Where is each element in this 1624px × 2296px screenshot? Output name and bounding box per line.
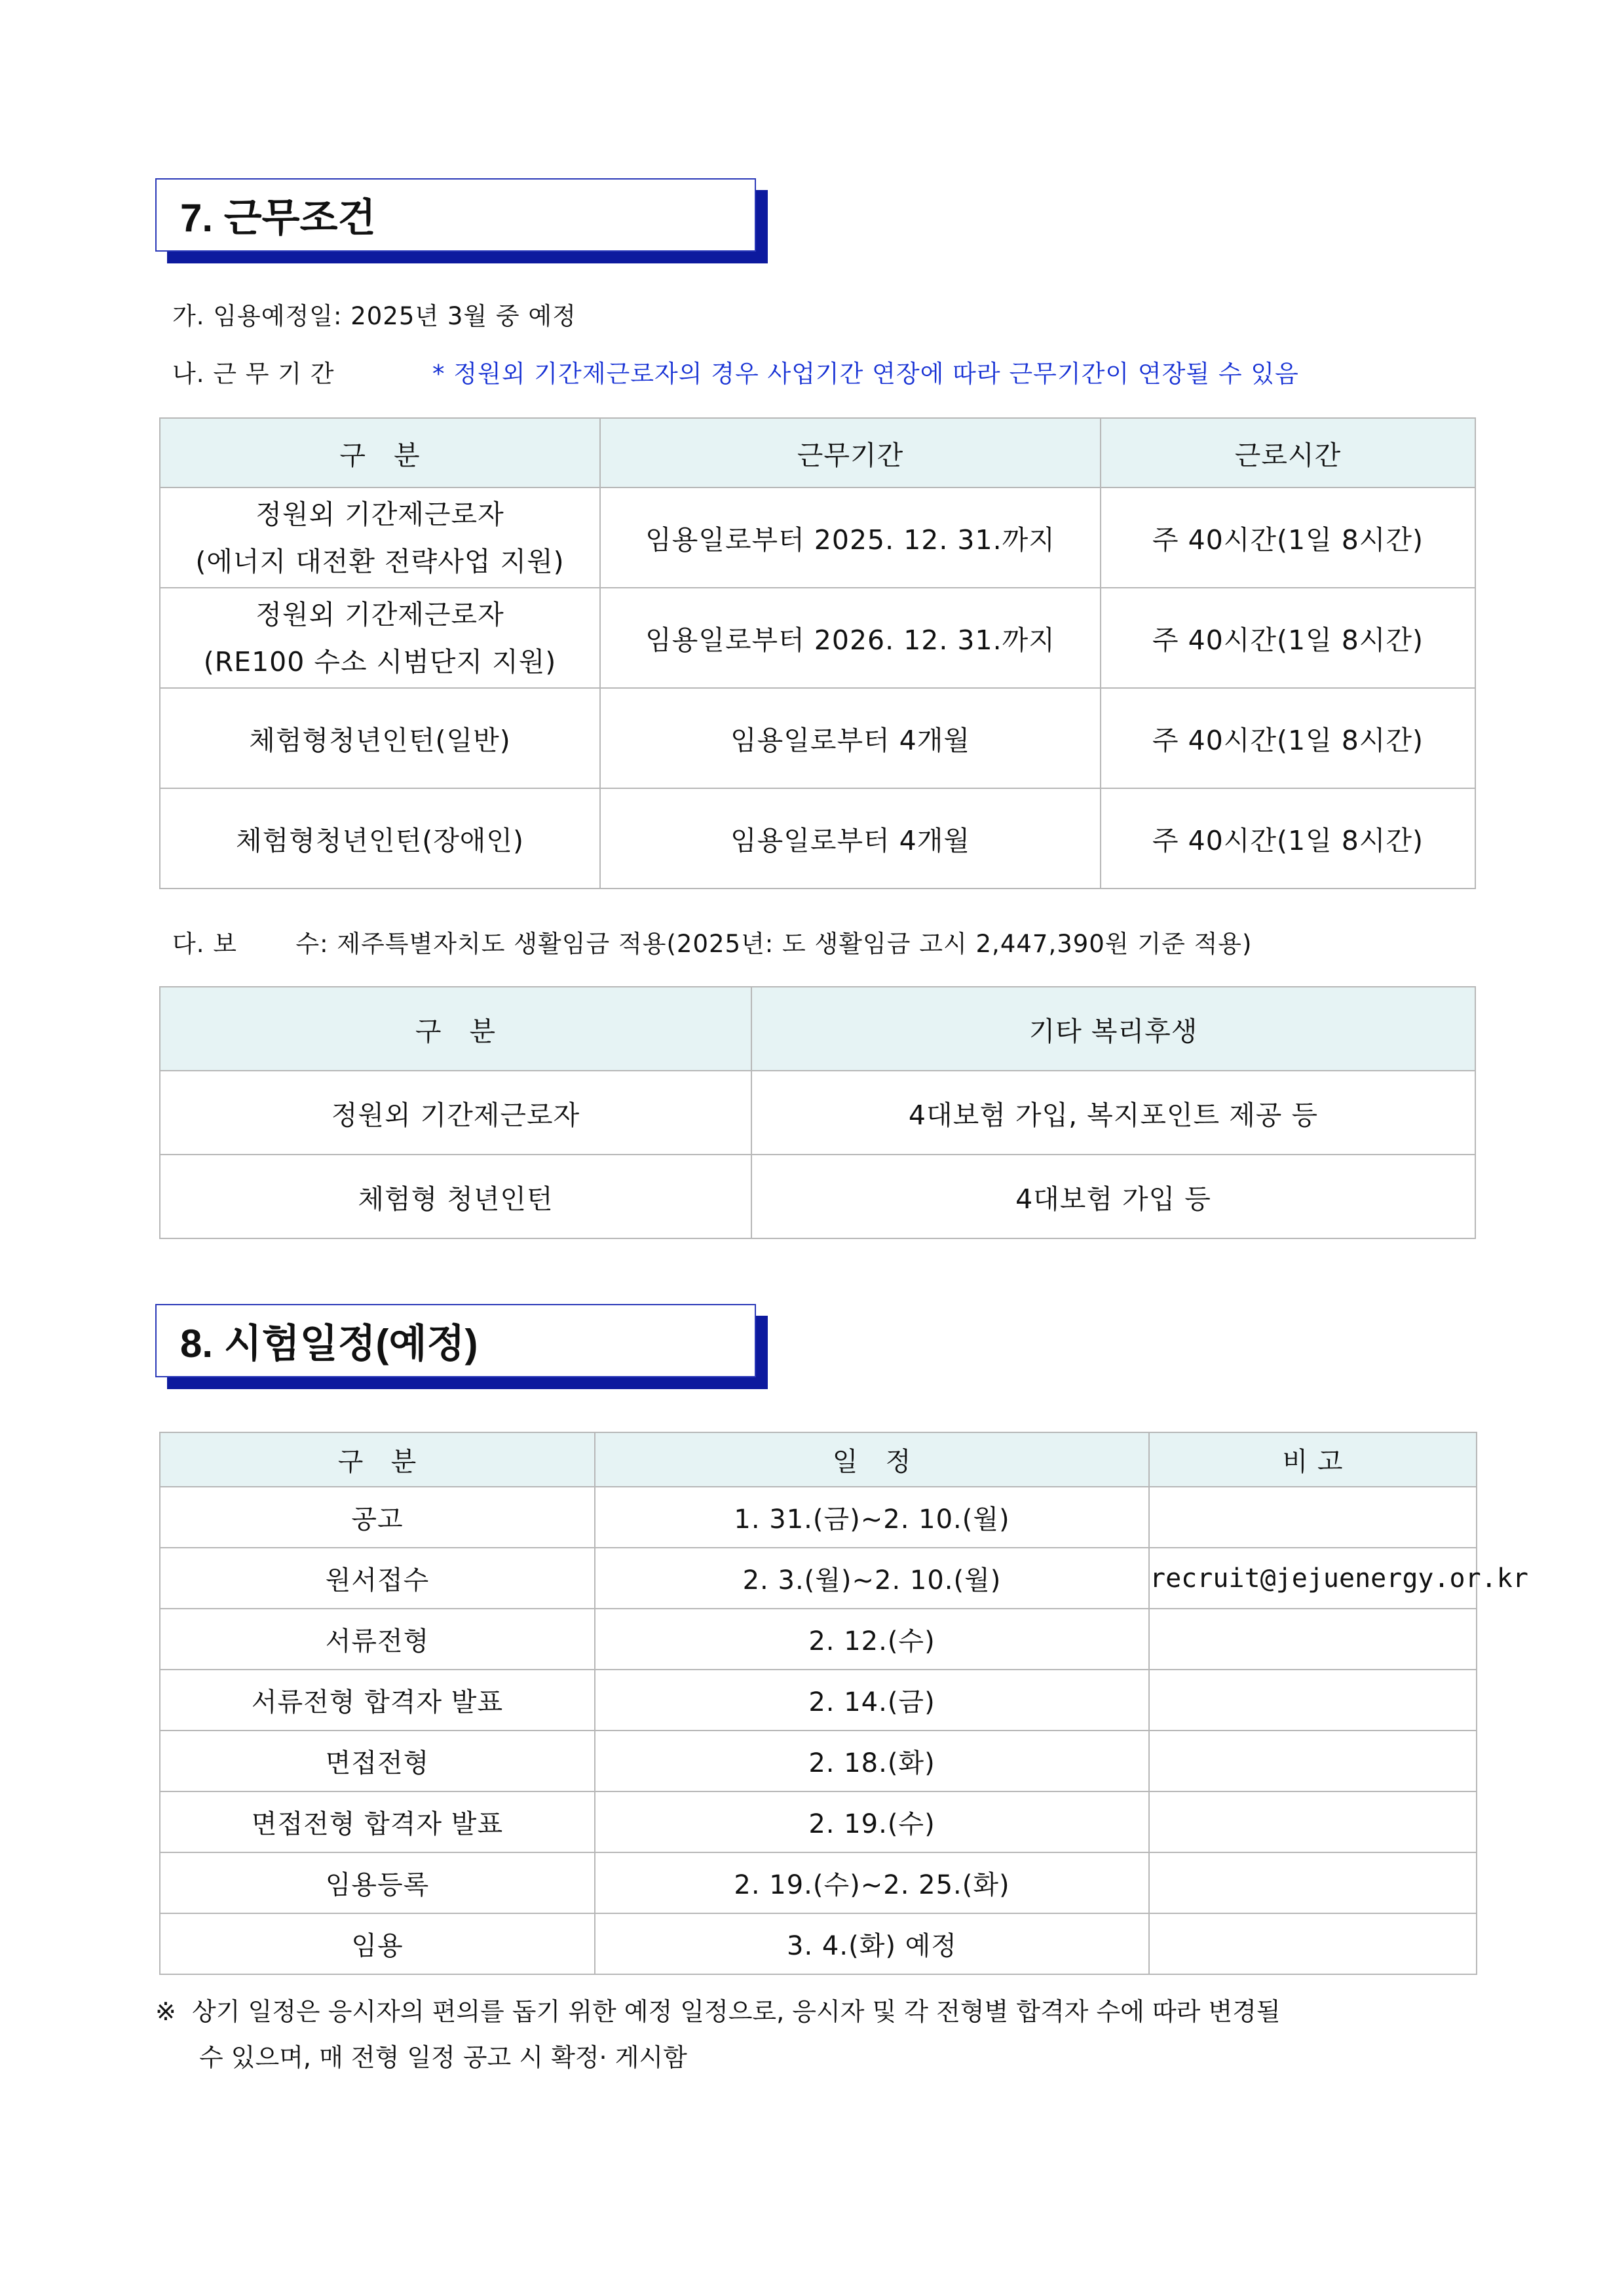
remarks-cell bbox=[1149, 1791, 1477, 1852]
stage-cell: 공고 bbox=[160, 1487, 595, 1548]
remarks-cell bbox=[1149, 1609, 1477, 1670]
section-8-title: 8. 시험일정(예정) bbox=[180, 1322, 478, 1366]
date-cell: 2. 14.(금) bbox=[595, 1670, 1149, 1731]
section-7-title-box bbox=[155, 178, 756, 252]
header-category: 구 분 bbox=[160, 418, 600, 488]
header-benefits: 기타 복리후생 bbox=[751, 987, 1475, 1071]
footnote-line-2: 수 있으며, 매 전형 일정 공고 시 확정· 게시함 bbox=[199, 2043, 687, 2072]
stage-cell: 임용 bbox=[160, 1913, 595, 1974]
table-row bbox=[160, 1155, 1475, 1238]
remarks-cell bbox=[1149, 1487, 1477, 1548]
benefits-table bbox=[159, 986, 1476, 1239]
table-row bbox=[160, 1609, 1477, 1670]
table-row bbox=[160, 588, 1475, 688]
footnote-line-1: ※ 상기 일정은 응시자의 편의를 돕기 위한 예정 일정으로, 응시자 및 각 전형별 합격자 수에 따라 변경될 bbox=[155, 1997, 1281, 2026]
stage-cell: 면접전형 합격자 발표 bbox=[160, 1791, 595, 1852]
table-row bbox=[160, 1071, 1475, 1155]
table-row bbox=[160, 1731, 1477, 1791]
category-line-1: 정원외 기간제근로자 bbox=[255, 598, 504, 630]
schedule-footnote bbox=[155, 1989, 1472, 2080]
stage-cell: 원서접수 bbox=[160, 1548, 595, 1609]
work-conditions-table bbox=[159, 417, 1476, 889]
category-cell bbox=[160, 488, 600, 588]
date-cell: 2. 12.(수) bbox=[595, 1609, 1149, 1670]
header-category: 구 분 bbox=[160, 987, 751, 1071]
stage-cell: 면접전형 bbox=[160, 1731, 595, 1791]
period-cell: 임용일로부터 4개월 bbox=[600, 788, 1101, 889]
stage-cell: 서류전형 합격자 발표 bbox=[160, 1670, 595, 1731]
section-8-title-box bbox=[155, 1304, 756, 1377]
table-row bbox=[160, 1548, 1477, 1609]
stage-cell: 임용등록 bbox=[160, 1852, 595, 1913]
table-row bbox=[160, 1913, 1477, 1974]
period-cell: 임용일로부터 2025. 12. 31.까지 bbox=[600, 488, 1101, 588]
salary-line: 다. 보 수: 제주특별자치도 생활임금 적용(2025년: 도 생활임금 고시 2,447,390원 기준 적용) bbox=[172, 930, 1253, 958]
work-period-note: * 정원외 기간제근로자의 경우 사업기간 연장에 따라 근무기간이 연장될 수 있음 bbox=[432, 360, 1299, 388]
date-cell: 2. 19.(수)~2. 25.(화) bbox=[595, 1852, 1149, 1913]
section-7-title: 7. 근무조건 bbox=[180, 196, 376, 240]
table-row bbox=[160, 788, 1475, 889]
hours-cell: 주 40시간(1일 8시간) bbox=[1101, 588, 1475, 688]
remarks-cell bbox=[1149, 1731, 1477, 1791]
category-cell: 체험형 청년인턴 bbox=[160, 1155, 751, 1238]
table-row bbox=[160, 1852, 1477, 1913]
header-schedule: 일 정 bbox=[595, 1432, 1149, 1487]
work-period-label: 나. 근 무 기 간 bbox=[172, 360, 335, 388]
category-cell: 체험형청년인턴(일반) bbox=[160, 688, 600, 788]
stage-cell: 서류전형 bbox=[160, 1609, 595, 1670]
category-line-2: (에너지 대전환 전략사업 지원) bbox=[195, 545, 565, 577]
table-header-row bbox=[160, 418, 1475, 488]
table-row bbox=[160, 488, 1475, 588]
benefits-cell: 4대보험 가입 등 bbox=[751, 1155, 1475, 1238]
date-cell: 1. 31.(금)~2. 10.(월) bbox=[595, 1487, 1149, 1548]
title-frame bbox=[155, 1304, 756, 1377]
category-line-2: (RE100 수소 시범단지 지원) bbox=[203, 645, 557, 678]
hours-cell: 주 40시간(1일 8시간) bbox=[1101, 688, 1475, 788]
table-row bbox=[160, 688, 1475, 788]
hours-cell: 주 40시간(1일 8시간) bbox=[1101, 488, 1475, 588]
date-cell: 2. 3.(월)~2. 10.(월) bbox=[595, 1548, 1149, 1609]
header-hours: 근로시간 bbox=[1101, 418, 1475, 488]
table-header-row bbox=[160, 1432, 1477, 1487]
table-header-row bbox=[160, 987, 1475, 1071]
table-row bbox=[160, 1487, 1477, 1548]
category-cell bbox=[160, 588, 600, 688]
category-line-1: 정원외 기간제근로자 bbox=[255, 498, 504, 530]
email-link[interactable]: recruit@jejuenergy.or.kr bbox=[1149, 1548, 1477, 1609]
remarks-cell bbox=[1149, 1852, 1477, 1913]
period-cell: 임용일로부터 4개월 bbox=[600, 688, 1101, 788]
appointment-date-line: 가. 임용예정일: 2025년 3월 중 예정 bbox=[172, 302, 576, 330]
hours-cell: 주 40시간(1일 8시간) bbox=[1101, 788, 1475, 889]
header-remarks: 비 고 bbox=[1149, 1432, 1477, 1487]
category-cell: 정원외 기간제근로자 bbox=[160, 1071, 751, 1155]
title-frame bbox=[155, 178, 756, 252]
header-period: 근무기간 bbox=[600, 418, 1101, 488]
remarks-cell bbox=[1149, 1670, 1477, 1731]
table-row bbox=[160, 1791, 1477, 1852]
header-category: 구 분 bbox=[160, 1432, 595, 1487]
date-cell: 2. 19.(수) bbox=[595, 1791, 1149, 1852]
remarks-cell bbox=[1149, 1913, 1477, 1974]
date-cell: 2. 18.(화) bbox=[595, 1731, 1149, 1791]
date-cell: 3. 4.(화) 예정 bbox=[595, 1913, 1149, 1974]
category-cell: 체험형청년인턴(장애인) bbox=[160, 788, 600, 889]
exam-schedule-table bbox=[159, 1432, 1528, 1975]
table-row bbox=[160, 1670, 1477, 1731]
benefits-cell: 4대보험 가입, 복지포인트 제공 등 bbox=[751, 1071, 1475, 1155]
period-cell: 임용일로부터 2026. 12. 31.까지 bbox=[600, 588, 1101, 688]
